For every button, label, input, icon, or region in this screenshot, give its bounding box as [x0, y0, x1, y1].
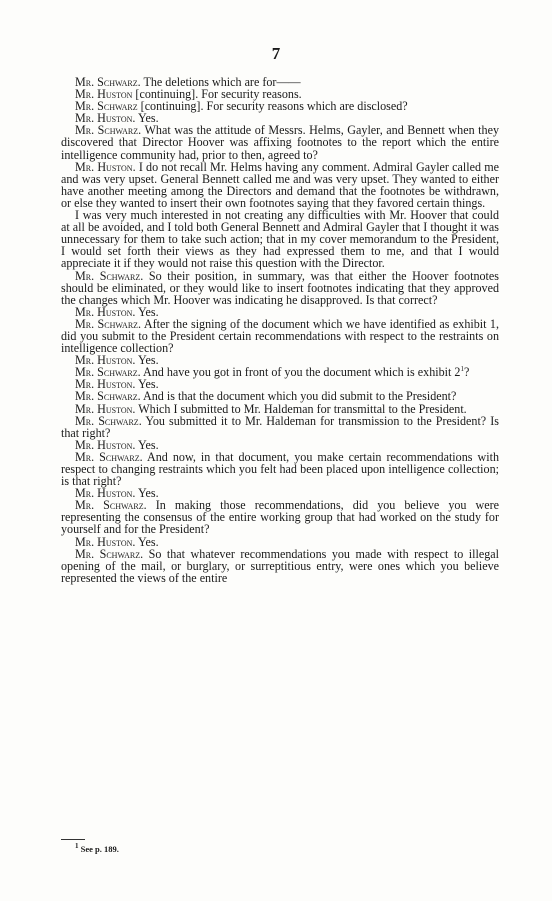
paragraph-text: And is that the document which you did submit to the President? [140, 389, 457, 404]
footnote-divider [61, 839, 85, 840]
speaker-name: Mr. Huston. [75, 486, 136, 501]
transcript-paragraph [61, 161, 499, 209]
speaker-name: Mr. Huston. [75, 401, 136, 416]
paragraph-text: Yes. [135, 304, 159, 319]
speaker-name: Mr. Huston. [75, 353, 136, 368]
paragraph-text: I do not recall Mr. Helms having any comment. Admiral Gayler called me and was very upset. General Bennett called me and was very upset. They wanted to either have another meeting among the Directors and demand that the footnotes be withdrawn, or else they wanted to insert their own footnotes saying that they favored certain things. [61, 159, 500, 210]
footnote [75, 844, 119, 854]
speaker-name: Mr. Schwarz. [75, 268, 144, 283]
speaker-name: Mr. Schwarz. [75, 449, 143, 464]
speaker-name: Mr. Huston. [75, 437, 136, 452]
speaker-name: Mr. Huston [75, 87, 133, 102]
paragraph-text: So their position, in summary, was that either the Hoover footnotes should be eliminated, or they would like to insert footnotes indicating that they approved the changes which Mr. Hoover was indicating he disapproved. Is that correct? [61, 268, 499, 307]
paragraph-text: Yes. [135, 377, 159, 392]
paragraph-text: After the signing of the document which we have identified as exhibit 1, did you submit to the President certain recommendations with respect to the restraints on intelligence collection? [61, 316, 499, 356]
transcript-paragraph [61, 124, 499, 160]
speaker-name: Mr. Schwarz. [75, 498, 147, 513]
transcript-paragraph [61, 270, 499, 306]
transcript-paragraph [61, 451, 499, 487]
speaker-name: Mr. Schwarz. [75, 316, 142, 331]
paragraph-text: Yes. [135, 353, 159, 368]
speaker-name: Mr. Schwarz. [75, 75, 141, 89]
paragraph-text: Yes. [135, 534, 159, 549]
speaker-name: Mr. Schwarz. [75, 413, 142, 428]
speaker-name: Mr. Huston. [75, 111, 136, 126]
paragraph-text: And have you got in front of you the document which is exhibit 2 [140, 365, 461, 380]
paragraph-text: [continuing]. For security reasons which are disclosed? [137, 99, 408, 114]
paragraph-text: So that whatever recommendations you made with respect to illegal opening of the mail, or burglary, or surreptitious entry, were ones which you believe represented the views of the entire [61, 546, 499, 585]
paragraph-text: Yes. [135, 437, 159, 452]
speaker-name: Mr. Huston. [75, 304, 136, 319]
paragraph-text: Yes. [135, 111, 159, 126]
transcript-paragraph [61, 548, 499, 584]
paragraph-text: In making those recommendations, did you believe you were representing the consensus of the entire working group that had worked on the study for yourself and for the President? [61, 498, 500, 537]
footnote-marker: 1 [75, 842, 79, 851]
page-number: 7 [271, 44, 281, 63]
footnote-reference: 1 [460, 365, 464, 374]
speaker-name: Mr. Schwarz. [75, 123, 142, 138]
speaker-name: Mr. Huston. [75, 377, 136, 392]
speaker-name: Mr. Huston. [75, 159, 136, 174]
speaker-name: Mr. Huston. [75, 534, 136, 549]
speaker-name: Mr. Schwarz. [75, 389, 141, 404]
transcript-paragraph [61, 499, 499, 535]
paragraph-text: The deletions which are for—— [140, 75, 301, 89]
speaker-name: Mr. Schwarz [75, 99, 138, 114]
footnote-text: See p. 189. [78, 844, 119, 854]
speaker-name: Mr. Schwarz. [75, 365, 141, 380]
paragraph-text: Yes. [135, 486, 159, 501]
paragraph-text: Which I submitted to Mr. Haldeman for transmittal to the President. [135, 401, 467, 416]
paragraph-text-end: ? [463, 365, 470, 380]
paragraph-text: What was the attitude of Messrs. Helms, Gayler, and Bennett when they discovered that Director Hoover was affixing footnotes to the report which the entire intelligence community had, prior to then, agreed to? [61, 123, 499, 162]
transcript-paragraph [61, 415, 499, 439]
paragraph-text: You submitted it to Mr. Haldeman for transmission to the President? Is that right? [61, 413, 499, 440]
speaker-name: Mr. Schwarz. [75, 546, 144, 561]
paragraph-text: And now, in that document, you make certain recommendations with respect to changing restraints which you felt had been placed upon intelligence collection; is that right? [61, 449, 499, 489]
transcript-body [61, 76, 499, 584]
paragraph-text: [continuing]. For security reasons. [132, 87, 302, 102]
paragraph-text: I was very much interested in not creating any difficulties with Mr. Hoover that could at all be avoided, and I told both General Bennett and Admiral Gayler that I thought it was unnecessary for them to take such action; that in my cover memorandum to the President, I would set forth their views as they had expressed them to me, and that I would appreciate it if they would not raise this question with the Director. [61, 208, 499, 271]
transcript-paragraph [61, 318, 499, 354]
transcript-paragraph [61, 209, 499, 269]
